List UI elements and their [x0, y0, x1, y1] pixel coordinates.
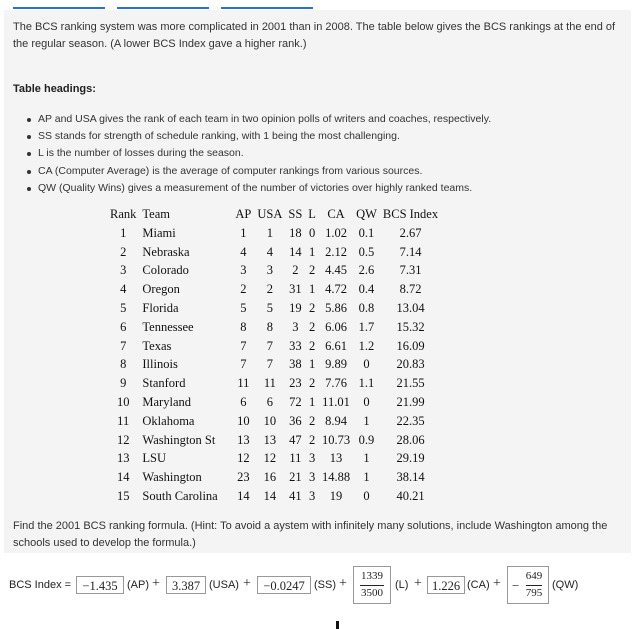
- table-cell: 11.01: [322, 395, 350, 410]
- table-headings-title: Table headings:: [13, 83, 96, 95]
- table-cell: 11: [117, 413, 130, 428]
- table-cell: 13: [237, 432, 250, 447]
- column-header-usa: USA: [257, 207, 283, 221]
- table-cell: 14: [237, 489, 250, 504]
- table-cell: 4: [240, 244, 247, 259]
- table-cell: 7: [266, 357, 273, 372]
- column-header-l: L: [308, 207, 316, 221]
- table-row: [107, 243, 441, 262]
- l-denominator: 3500: [361, 587, 383, 599]
- table-row: [107, 224, 441, 243]
- table-cell: 6.61: [325, 338, 347, 353]
- table-cell: 19: [329, 489, 343, 504]
- list-item: L is the number of losses during the season.: [22, 145, 491, 162]
- table-cell: 0.4: [358, 282, 375, 297]
- fraction-bar: [360, 585, 384, 586]
- l-numerator: 1339: [361, 570, 383, 582]
- ss-label: (SS): [314, 579, 336, 591]
- table-cell: 7.31: [399, 263, 422, 278]
- table-cell: 9.89: [325, 357, 347, 372]
- answer-formula: [0, 566, 635, 606]
- table-cell: 31: [289, 282, 302, 297]
- table-cell: 6: [120, 319, 127, 334]
- column-header-ca: CA: [327, 207, 345, 221]
- table-cell: 5: [240, 301, 247, 316]
- table-cell: 1: [120, 225, 127, 240]
- table-cell: 6: [240, 395, 247, 410]
- qw-coefficient-input[interactable]: [507, 566, 549, 604]
- fraction-bar: [526, 585, 542, 586]
- list-item: CA (Computer Average) is the average of computer rankings from various sources.: [22, 163, 491, 180]
- table-cell: 7: [266, 338, 273, 353]
- list-item: SS stands for strength of schedule ranking, with 1 being the most challenging.: [22, 128, 491, 145]
- table-cell: 14: [289, 244, 302, 259]
- table-cell: Florida: [142, 301, 179, 316]
- table-cell: 3: [240, 263, 247, 278]
- table-cell: 2: [292, 263, 299, 278]
- table-cell: 6: [266, 395, 273, 410]
- table-cell: 10: [263, 413, 277, 428]
- table-cell: 2: [308, 376, 316, 391]
- table-cell: 14.88: [321, 470, 351, 485]
- table-cell: Washington St: [142, 432, 216, 447]
- table-cell: 41: [289, 489, 302, 504]
- ss-coefficient-input[interactable]: −0.0247: [257, 576, 311, 594]
- table-body: [107, 224, 441, 506]
- table-cell: 1.2: [358, 338, 375, 353]
- table-cell: 4.72: [325, 282, 347, 297]
- table-cell: LSU: [142, 451, 167, 466]
- table-cell: 10: [237, 413, 250, 428]
- table-cell: 2: [308, 413, 316, 428]
- bullet-icon: [27, 152, 31, 156]
- table-cell: 2.12: [325, 244, 347, 259]
- table-cell: 1: [240, 225, 247, 240]
- table-cell: 22.35: [396, 413, 425, 428]
- table-cell: 14: [263, 489, 277, 504]
- table-cell: 21.99: [396, 395, 425, 410]
- table-cell: 1.1: [358, 376, 375, 391]
- usa-label: (USA): [209, 579, 239, 591]
- table-cell: 13: [329, 451, 343, 466]
- table-row: [107, 393, 441, 412]
- table-cell: 7: [240, 357, 247, 372]
- table-cell: 2: [240, 282, 247, 297]
- table-cell: 20.83: [396, 357, 425, 372]
- table-cell: Texas: [142, 338, 172, 353]
- table-cell: 38.14: [396, 470, 425, 485]
- table-cell: 8.72: [399, 282, 422, 297]
- table-cell: 1: [363, 470, 370, 485]
- table-cell: 4.45: [325, 263, 347, 278]
- table-cell: 8.94: [325, 413, 347, 428]
- ap-coefficient-input[interactable]: −1.435: [76, 576, 124, 594]
- table-cell: Washington: [142, 470, 202, 485]
- table-cell: 11: [237, 376, 250, 391]
- table-cell: 13.04: [396, 301, 425, 316]
- table-cell: 5: [266, 301, 273, 316]
- table-cell: 7: [120, 338, 127, 353]
- table-row: [107, 262, 441, 281]
- table-cell: 33: [289, 338, 302, 353]
- table-row: [107, 487, 441, 506]
- table-cell: 7.14: [399, 244, 422, 259]
- table-cell: 2: [266, 282, 273, 297]
- table-cell: Nebraska: [142, 244, 190, 259]
- table-cell: 8: [240, 319, 247, 334]
- table-row: [107, 356, 441, 375]
- table-cell: 11: [263, 376, 276, 391]
- table-cell: Colorado: [142, 263, 189, 278]
- table-cell: 21.55: [396, 376, 425, 391]
- table-cell: 0: [308, 225, 316, 240]
- qw-label: (QW): [552, 579, 579, 591]
- formula-lead: BCS Index =: [9, 579, 72, 591]
- column-header-qw: QW: [356, 207, 377, 221]
- table-cell: 4: [266, 244, 273, 259]
- plus-sign: +: [243, 576, 251, 591]
- table-cell: 3: [292, 319, 299, 334]
- table-cell: 5: [120, 301, 127, 316]
- table-cell: 23: [237, 470, 250, 485]
- table-cell: 3: [266, 263, 273, 278]
- table-cell: 1.7: [358, 319, 375, 334]
- table-cell: Miami: [142, 225, 176, 240]
- table-cell: 11: [289, 451, 302, 466]
- table-cell: 28.06: [396, 432, 425, 447]
- table-cell: 0: [363, 395, 370, 410]
- table-cell: 0.8: [358, 301, 375, 316]
- table-cell: 0.1: [358, 225, 375, 240]
- tab-indicator[interactable]: [221, 7, 313, 9]
- problem-intro: The BCS ranking system was more complicated in 2001 than in 2008. The table below gives the BCS rankings at the end of the regular season. (A lower BCS Index gave a higher rank.): [13, 21, 616, 50]
- table-cell: 2: [308, 263, 316, 278]
- table-cell: 2.6: [358, 263, 375, 278]
- table-cell: 2: [308, 319, 316, 334]
- table-cell: 15.32: [396, 319, 425, 334]
- table-cell: 12: [263, 451, 277, 466]
- table-row: [107, 318, 441, 337]
- table-cell: 3: [308, 489, 316, 504]
- bcs-rankings-table: [107, 205, 441, 506]
- table-cell: 8: [120, 357, 127, 372]
- table-cell: Oregon: [142, 282, 180, 297]
- ap-label: (AP): [127, 579, 149, 591]
- table-cell: 13: [116, 451, 130, 466]
- table-row: [107, 299, 441, 318]
- table-cell: Maryland: [142, 395, 191, 410]
- table-cell: 4: [120, 282, 127, 297]
- table-cell: 36: [289, 413, 302, 428]
- column-header-rank: Rank: [110, 207, 137, 221]
- table-cell: 1: [266, 225, 273, 240]
- table-row: [107, 280, 441, 299]
- table-header-row: [107, 205, 441, 224]
- table-cell: 2: [308, 301, 316, 316]
- list-item: QW (Quality Wins) gives a measurement of the number of victories over highly ranked teams.: [22, 180, 491, 197]
- table-cell: 1: [363, 413, 370, 428]
- table-cell: 14: [116, 470, 130, 485]
- table-cell: Stanford: [142, 376, 186, 391]
- table-cell: 19: [289, 301, 302, 316]
- table-cell: 13: [263, 432, 277, 447]
- list-item: AP and USA gives the rank of each team in two opinion polls of writers and coaches, respectively.: [22, 111, 491, 128]
- column-header-ss: SS: [288, 207, 303, 221]
- table-cell: 47: [289, 432, 302, 447]
- table-row: [107, 374, 441, 393]
- table-cell: 38: [289, 357, 302, 372]
- table-cell: Illinois: [142, 357, 178, 372]
- plus-sign: +: [493, 576, 501, 591]
- qw-sign: −: [512, 578, 520, 593]
- table-cell: 16: [263, 470, 277, 485]
- table-cell: 1: [308, 244, 316, 259]
- table-cell: 3: [120, 263, 127, 278]
- plus-sign: +: [414, 576, 422, 591]
- table-cell: 2.67: [399, 225, 422, 240]
- qw-numerator: 649: [525, 570, 543, 582]
- table-cell: 21: [289, 470, 302, 485]
- table-row: [107, 468, 441, 487]
- bullet-icon: [27, 135, 31, 139]
- tab-indicator[interactable]: [117, 7, 209, 9]
- tab-indicator[interactable]: [13, 7, 105, 9]
- table-cell: 1: [308, 282, 316, 297]
- table-headings-list: [22, 111, 491, 197]
- table-row: [107, 412, 441, 431]
- table-row: [107, 337, 441, 356]
- table-cell: 40.21: [396, 489, 425, 504]
- column-header-bcs-index: BCS Index: [382, 207, 439, 221]
- table-cell: 7.76: [325, 376, 347, 391]
- table-cell: 0.5: [358, 244, 375, 259]
- table-row: [107, 431, 441, 450]
- bullet-icon: [27, 187, 31, 191]
- table-cell: South Carolina: [142, 489, 218, 504]
- qw-denominator: 795: [525, 587, 543, 599]
- table-cell: 3: [308, 451, 316, 466]
- question-text: Find the 2001 BCS ranking formula. (Hint: To avoid a aystem with infinitely many solutions, include Washington among the schools used to develop the formula.): [13, 520, 608, 549]
- table-cell: 5.86: [325, 301, 347, 316]
- ca-label: (CA): [467, 579, 490, 591]
- table-cell: 10.73: [321, 432, 351, 447]
- table-cell: 15: [116, 489, 130, 504]
- table-cell: Oklahoma: [142, 413, 195, 428]
- table-cell: 18: [289, 225, 302, 240]
- column-header-ap: AP: [235, 207, 252, 221]
- bullet-icon: [27, 118, 31, 122]
- table-cell: 0: [363, 489, 370, 504]
- table-cell: 3: [308, 470, 316, 485]
- l-label: (L): [395, 579, 409, 591]
- table-cell: 12: [237, 451, 250, 466]
- table-cell: 72: [289, 395, 302, 410]
- column-header-team: Team: [142, 207, 170, 221]
- usa-coefficient-input[interactable]: 3.387: [166, 576, 206, 594]
- l-coefficient-input[interactable]: [353, 566, 391, 604]
- table-cell: 2: [120, 244, 127, 259]
- table-cell: 9: [120, 376, 127, 391]
- table-row: [107, 450, 441, 469]
- table-cell: 2: [308, 432, 316, 447]
- plus-sign: +: [152, 576, 160, 591]
- bullet-icon: [27, 170, 31, 174]
- table-cell: 0: [363, 357, 370, 372]
- table-cell: 1.02: [325, 225, 347, 240]
- text-cursor: [336, 621, 339, 629]
- table-cell: 23: [289, 376, 302, 391]
- ca-coefficient-input[interactable]: 1.226: [427, 576, 465, 594]
- table-cell: 1: [308, 357, 316, 372]
- table-cell: 0.9: [358, 432, 375, 447]
- table-cell: Tennessee: [142, 319, 194, 334]
- table-cell: 1: [363, 451, 370, 466]
- table-cell: 16.09: [396, 338, 425, 353]
- table-cell: 1: [308, 395, 316, 410]
- table-cell: 2: [308, 338, 316, 353]
- table-cell: 7: [240, 338, 247, 353]
- table-cell: 29.19: [396, 451, 425, 466]
- table-cell: 10: [116, 395, 130, 410]
- table-cell: 8: [266, 319, 273, 334]
- plus-sign: +: [339, 576, 347, 591]
- table-cell: 12: [116, 432, 130, 447]
- table-cell: 6.06: [325, 319, 347, 334]
